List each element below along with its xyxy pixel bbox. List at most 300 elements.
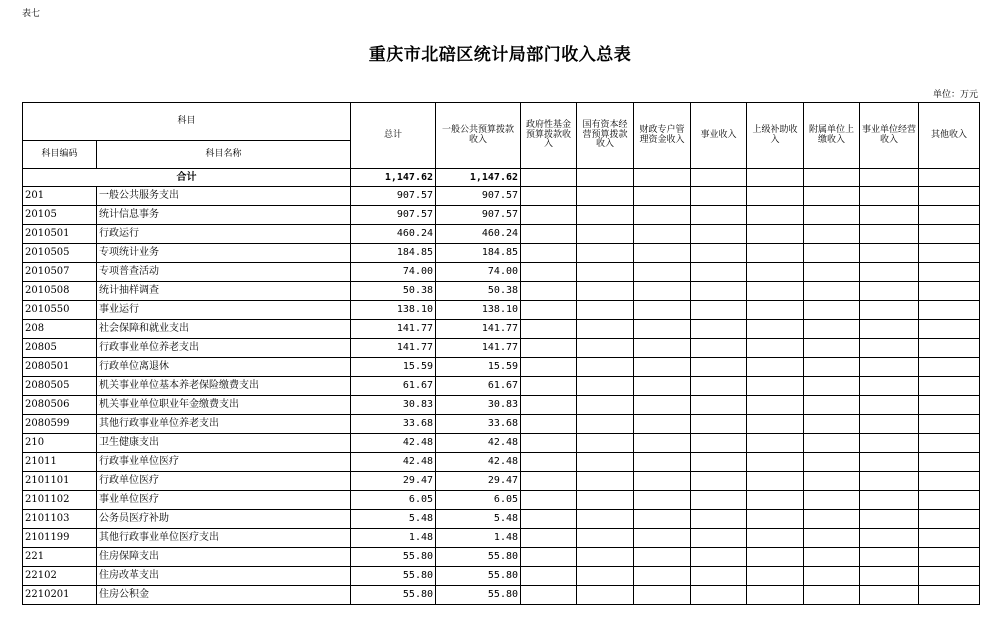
empty-cell — [919, 396, 980, 415]
empty-cell — [634, 491, 691, 510]
empty-cell — [747, 320, 804, 339]
empty-cell — [804, 453, 860, 472]
subject-name-cell: 一般公共服务支出 — [97, 187, 351, 206]
total-cell: 61.67 — [351, 377, 436, 396]
empty-cell — [804, 586, 860, 605]
empty-cell — [860, 301, 919, 320]
empty-cell — [634, 320, 691, 339]
table-row — [23, 415, 980, 434]
general-budget-cell: 55.80 — [436, 567, 521, 586]
table-row — [23, 567, 980, 586]
general-budget-cell: 55.80 — [436, 548, 521, 567]
subject-code-cell: 2210201 — [23, 586, 97, 605]
empty-cell — [691, 225, 747, 244]
subject-code-cell: 2010501 — [23, 225, 97, 244]
total-cell: 29.47 — [351, 472, 436, 491]
empty-cell — [804, 358, 860, 377]
empty-cell — [747, 567, 804, 586]
header-business: 事业收入 — [691, 103, 747, 169]
table-row — [23, 358, 980, 377]
empty-cell — [860, 396, 919, 415]
empty-cell — [634, 225, 691, 244]
table-row — [23, 377, 980, 396]
empty-cell — [747, 491, 804, 510]
subject-name-cell: 行政事业单位养老支出 — [97, 339, 351, 358]
header-state-capital: 国有资本经营预算拨款收入 — [577, 103, 634, 169]
subject-code-cell: 2010550 — [23, 301, 97, 320]
subject-name-cell: 专项普查活动 — [97, 263, 351, 282]
empty-cell — [634, 510, 691, 529]
subject-code-cell: 20105 — [23, 206, 97, 225]
empty-cell — [860, 187, 919, 206]
empty-cell — [747, 529, 804, 548]
empty-cell — [919, 358, 980, 377]
header-affiliated: 附属单位上缴收入 — [804, 103, 860, 169]
general-budget-cell: 15.59 — [436, 358, 521, 377]
general-budget-cell: 33.68 — [436, 415, 521, 434]
general-budget-cell: 460.24 — [436, 225, 521, 244]
table-row — [23, 510, 980, 529]
empty-cell — [919, 282, 980, 301]
general-budget-cell: 141.77 — [436, 320, 521, 339]
empty-cell — [521, 548, 577, 567]
empty-cell — [577, 377, 634, 396]
total-cell: 907.57 — [351, 187, 436, 206]
empty-cell — [860, 586, 919, 605]
total-amount: 1,147.62 — [351, 169, 436, 187]
subject-code-cell: 2080505 — [23, 377, 97, 396]
empty-cell — [577, 510, 634, 529]
empty-cell — [804, 206, 860, 225]
empty-cell — [919, 377, 980, 396]
empty-cell — [691, 187, 747, 206]
empty-cell — [919, 567, 980, 586]
subject-name-cell: 行政事业单位医疗 — [97, 453, 351, 472]
general-budget-cell: 74.00 — [436, 263, 521, 282]
empty-cell — [747, 301, 804, 320]
empty-cell — [804, 320, 860, 339]
empty-cell — [919, 491, 980, 510]
table-row — [23, 206, 980, 225]
empty-cell — [691, 206, 747, 225]
table-row — [23, 301, 980, 320]
empty-cell — [804, 225, 860, 244]
total-cell: 141.77 — [351, 339, 436, 358]
empty-cell — [919, 301, 980, 320]
subject-name-cell: 行政运行 — [97, 225, 351, 244]
empty-cell — [634, 434, 691, 453]
table-row — [23, 244, 980, 263]
header-business-operation: 事业单位经营收入 — [860, 103, 919, 169]
subject-code-cell: 210 — [23, 434, 97, 453]
empty-cell — [919, 263, 980, 282]
empty-cell — [860, 358, 919, 377]
unit-label: 单位：万元 — [932, 90, 978, 100]
empty-cell — [804, 301, 860, 320]
empty-cell — [577, 282, 634, 301]
empty-cell — [747, 415, 804, 434]
empty-cell — [747, 358, 804, 377]
empty-cell — [691, 548, 747, 567]
total-cell: 138.10 — [351, 301, 436, 320]
empty-cell — [577, 548, 634, 567]
general-budget-cell: 907.57 — [436, 187, 521, 206]
total-cell: 1.48 — [351, 529, 436, 548]
empty-cell — [634, 244, 691, 263]
table-row — [23, 548, 980, 567]
empty-cell — [521, 358, 577, 377]
empty-cell — [691, 567, 747, 586]
empty-cell — [860, 567, 919, 586]
empty-cell — [634, 339, 691, 358]
subject-code-cell: 22102 — [23, 567, 97, 586]
subject-code-cell: 221 — [23, 548, 97, 567]
subject-name-cell: 事业单位医疗 — [97, 491, 351, 510]
empty-cell — [577, 491, 634, 510]
empty-cell — [860, 491, 919, 510]
empty-cell — [521, 282, 577, 301]
empty-cell — [521, 396, 577, 415]
total-cell: 460.24 — [351, 225, 436, 244]
empty-cell — [747, 282, 804, 301]
empty-cell — [634, 567, 691, 586]
subject-code-cell: 2101103 — [23, 510, 97, 529]
empty-cell — [919, 415, 980, 434]
empty-cell — [577, 225, 634, 244]
empty-cell — [577, 263, 634, 282]
empty-cell — [521, 301, 577, 320]
empty-cell — [521, 225, 577, 244]
total-general-amount: 1,147.62 — [436, 169, 521, 187]
empty-cell — [521, 491, 577, 510]
empty-cell — [577, 472, 634, 491]
total-cell: 42.48 — [351, 434, 436, 453]
empty-cell — [919, 206, 980, 225]
subject-name-cell: 专项统计业务 — [97, 244, 351, 263]
total-row — [23, 169, 980, 187]
subject-name-cell: 行政单位离退休 — [97, 358, 351, 377]
total-cell: 33.68 — [351, 415, 436, 434]
subject-name-cell: 卫生健康支出 — [97, 434, 351, 453]
empty-cell — [919, 339, 980, 358]
empty-cell — [919, 472, 980, 491]
empty-cell — [691, 301, 747, 320]
header-total: 总计 — [351, 103, 436, 169]
empty-cell — [747, 225, 804, 244]
subject-code-cell: 20805 — [23, 339, 97, 358]
empty-cell — [747, 187, 804, 206]
empty-cell — [804, 491, 860, 510]
subject-name-cell: 统计信息事务 — [97, 206, 351, 225]
empty-cell — [691, 377, 747, 396]
empty-cell — [634, 415, 691, 434]
subject-name-cell: 住房保障支出 — [97, 548, 351, 567]
empty-cell — [804, 282, 860, 301]
empty-cell — [747, 396, 804, 415]
subject-code-cell: 201 — [23, 187, 97, 206]
subject-name-cell: 住房公积金 — [97, 586, 351, 605]
empty-cell — [577, 434, 634, 453]
subject-code-cell: 2010505 — [23, 244, 97, 263]
income-summary-table — [22, 102, 980, 605]
empty-cell — [577, 244, 634, 263]
empty-cell — [521, 339, 577, 358]
empty-cell — [804, 187, 860, 206]
general-budget-cell: 42.48 — [436, 434, 521, 453]
total-cell: 5.48 — [351, 510, 436, 529]
empty-cell — [747, 244, 804, 263]
empty-cell — [577, 453, 634, 472]
empty-cell — [747, 586, 804, 605]
empty-cell — [691, 472, 747, 491]
empty-cell — [747, 206, 804, 225]
empty-cell — [577, 206, 634, 225]
empty-cell — [634, 301, 691, 320]
empty-cell — [860, 529, 919, 548]
empty-cell — [691, 320, 747, 339]
header-subject-name: 科目名称 — [97, 141, 351, 169]
empty-cell — [691, 529, 747, 548]
general-budget-cell: 42.48 — [436, 453, 521, 472]
empty-cell — [691, 244, 747, 263]
general-budget-cell: 30.83 — [436, 396, 521, 415]
empty-cell — [804, 434, 860, 453]
empty-cell — [634, 187, 691, 206]
empty-cell — [521, 415, 577, 434]
empty-cell — [860, 472, 919, 491]
empty-cell — [860, 225, 919, 244]
empty-cell — [577, 529, 634, 548]
empty-cell — [747, 472, 804, 491]
empty-cell — [860, 377, 919, 396]
empty-cell — [860, 548, 919, 567]
page-title: 重庆市北碚区统计局部门收入总表 — [368, 45, 632, 65]
table-row — [23, 529, 980, 548]
subject-code-cell: 2101199 — [23, 529, 97, 548]
header-general-budget: 一般公共预算拨款收入 — [436, 103, 521, 169]
total-cell: 74.00 — [351, 263, 436, 282]
empty-cell — [521, 453, 577, 472]
empty-cell — [691, 396, 747, 415]
empty-cell — [747, 263, 804, 282]
empty-cell — [577, 320, 634, 339]
table-number-label: 表七 — [22, 9, 41, 19]
empty-cell — [691, 434, 747, 453]
empty-cell — [804, 510, 860, 529]
subject-code-cell: 2101101 — [23, 472, 97, 491]
empty-cell — [577, 301, 634, 320]
total-cell: 6.05 — [351, 491, 436, 510]
general-budget-cell: 907.57 — [436, 206, 521, 225]
subject-name-cell: 其他行政事业单位养老支出 — [97, 415, 351, 434]
empty-cell — [577, 415, 634, 434]
empty-cell — [634, 529, 691, 548]
general-budget-cell: 1.48 — [436, 529, 521, 548]
empty-cell — [747, 377, 804, 396]
total-cell: 55.80 — [351, 548, 436, 567]
subject-code-cell: 2080501 — [23, 358, 97, 377]
empty-cell — [634, 206, 691, 225]
subject-code-cell: 2101102 — [23, 491, 97, 510]
empty-cell — [804, 529, 860, 548]
general-budget-cell: 55.80 — [436, 586, 521, 605]
empty-cell — [634, 377, 691, 396]
empty-cell — [804, 244, 860, 263]
table-row — [23, 491, 980, 510]
empty-cell — [577, 339, 634, 358]
total-cell: 141.77 — [351, 320, 436, 339]
subject-code-cell: 2080599 — [23, 415, 97, 434]
empty-cell — [747, 510, 804, 529]
empty-cell — [634, 282, 691, 301]
subject-name-cell: 行政单位医疗 — [97, 472, 351, 491]
empty-cell — [860, 415, 919, 434]
empty-cell — [521, 586, 577, 605]
empty-cell — [860, 320, 919, 339]
subject-name-cell: 机关事业单位基本养老保险缴费支出 — [97, 377, 351, 396]
subject-code-cell: 2080506 — [23, 396, 97, 415]
total-cell: 55.80 — [351, 586, 436, 605]
empty-cell — [919, 586, 980, 605]
empty-cell — [860, 510, 919, 529]
general-budget-cell: 138.10 — [436, 301, 521, 320]
empty-cell — [521, 377, 577, 396]
header-other: 其他收入 — [919, 103, 980, 169]
empty-cell — [919, 320, 980, 339]
empty-cell — [521, 434, 577, 453]
empty-cell — [860, 453, 919, 472]
empty-cell — [521, 472, 577, 491]
subject-code-cell: 2010508 — [23, 282, 97, 301]
empty-cell — [804, 263, 860, 282]
total-cell: 55.80 — [351, 567, 436, 586]
empty-cell — [691, 453, 747, 472]
empty-cell — [747, 434, 804, 453]
general-budget-cell: 61.67 — [436, 377, 521, 396]
empty-cell — [747, 453, 804, 472]
empty-cell — [634, 453, 691, 472]
empty-cell — [804, 396, 860, 415]
subject-name-cell: 公务员医疗补助 — [97, 510, 351, 529]
general-budget-cell: 29.47 — [436, 472, 521, 491]
table-row — [23, 320, 980, 339]
empty-cell — [577, 567, 634, 586]
general-budget-cell: 6.05 — [436, 491, 521, 510]
empty-cell — [634, 586, 691, 605]
header-subject-code: 科目编码 — [23, 141, 97, 169]
empty-cell — [860, 244, 919, 263]
total-cell: 42.48 — [351, 453, 436, 472]
empty-cell — [860, 339, 919, 358]
empty-cell — [521, 187, 577, 206]
empty-cell — [521, 567, 577, 586]
empty-cell — [577, 187, 634, 206]
general-budget-cell: 141.77 — [436, 339, 521, 358]
subject-name-cell: 住房改革支出 — [97, 567, 351, 586]
header-superior-subsidy: 上级补助收入 — [747, 103, 804, 169]
empty-cell — [804, 567, 860, 586]
general-budget-cell: 184.85 — [436, 244, 521, 263]
subject-code-cell: 2010507 — [23, 263, 97, 282]
general-budget-cell: 5.48 — [436, 510, 521, 529]
empty-cell — [691, 510, 747, 529]
header-gov-fund: 政府性基金预算拨款收入 — [521, 103, 577, 169]
empty-cell — [804, 339, 860, 358]
empty-cell — [919, 244, 980, 263]
empty-cell — [860, 263, 919, 282]
empty-cell — [804, 548, 860, 567]
empty-cell — [860, 282, 919, 301]
total-cell: 907.57 — [351, 206, 436, 225]
empty-cell — [691, 415, 747, 434]
empty-cell — [521, 263, 577, 282]
empty-cell — [521, 510, 577, 529]
empty-cell — [577, 586, 634, 605]
general-budget-cell: 50.38 — [436, 282, 521, 301]
empty-cell — [919, 434, 980, 453]
subject-name-cell: 统计抽样调查 — [97, 282, 351, 301]
table-row — [23, 586, 980, 605]
table-row — [23, 263, 980, 282]
table-row — [23, 339, 980, 358]
table-row — [23, 282, 980, 301]
total-label: 合计 — [23, 169, 351, 187]
empty-cell — [919, 529, 980, 548]
table-row — [23, 434, 980, 453]
total-cell: 184.85 — [351, 244, 436, 263]
empty-cell — [747, 548, 804, 567]
empty-cell — [919, 510, 980, 529]
empty-cell — [521, 320, 577, 339]
empty-cell — [804, 415, 860, 434]
total-cell: 30.83 — [351, 396, 436, 415]
subject-name-cell: 其他行政事业单位医疗支出 — [97, 529, 351, 548]
empty-cell — [691, 358, 747, 377]
empty-cell — [634, 396, 691, 415]
empty-cell — [919, 225, 980, 244]
total-cell: 50.38 — [351, 282, 436, 301]
header-subject: 科目 — [23, 103, 351, 141]
table-row — [23, 187, 980, 206]
subject-code-cell: 21011 — [23, 453, 97, 472]
empty-cell — [919, 187, 980, 206]
empty-cell — [634, 358, 691, 377]
empty-cell — [747, 339, 804, 358]
subject-name-cell: 社会保障和就业支出 — [97, 320, 351, 339]
subject-name-cell: 事业运行 — [97, 301, 351, 320]
empty-cell — [521, 244, 577, 263]
empty-cell — [804, 472, 860, 491]
total-cell: 15.59 — [351, 358, 436, 377]
empty-cell — [521, 529, 577, 548]
table-row — [23, 396, 980, 415]
empty-cell — [691, 339, 747, 358]
empty-cell — [860, 434, 919, 453]
table-row — [23, 225, 980, 244]
empty-cell — [691, 491, 747, 510]
empty-cell — [804, 377, 860, 396]
subject-name-cell: 机关事业单位职业年金缴费支出 — [97, 396, 351, 415]
empty-cell — [634, 263, 691, 282]
subject-code-cell: 208 — [23, 320, 97, 339]
empty-cell — [577, 358, 634, 377]
table-row — [23, 453, 980, 472]
empty-cell — [860, 206, 919, 225]
empty-cell — [919, 548, 980, 567]
empty-cell — [691, 263, 747, 282]
empty-cell — [634, 548, 691, 567]
header-fiscal-special: 财政专户管理资金收入 — [634, 103, 691, 169]
